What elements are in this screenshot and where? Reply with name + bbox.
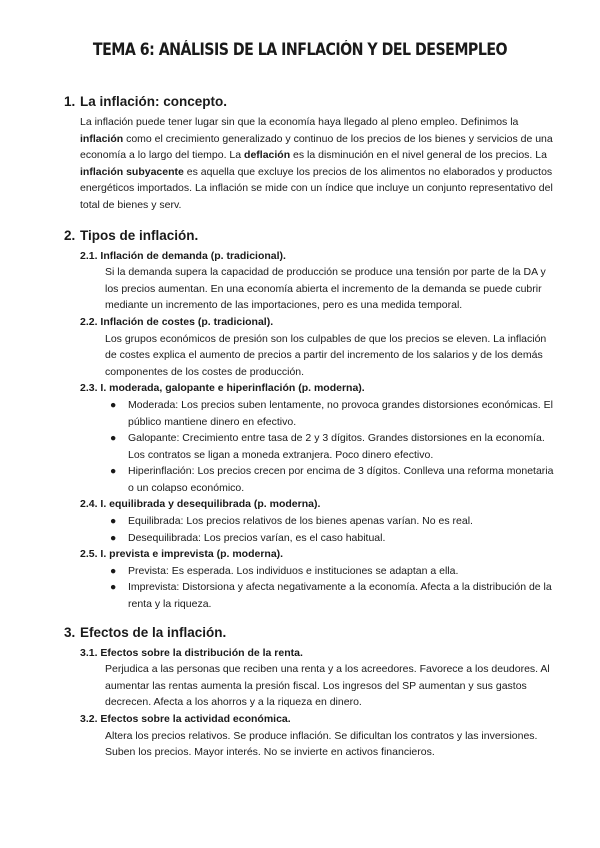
list-item [110, 530, 558, 547]
list-item-text: Prevista: Es esperada. Los individuos e instituciones se adaptan a ella. [128, 564, 459, 577]
bullet-icon: ● [110, 465, 117, 478]
subsection-3-2-text: Altera los precios relativos. Se produce inflación. Se dificultan los contratos y las inversiones. Suben los precios. Mayor interés. No se invierte en activos financieros. [105, 729, 538, 759]
section-3-heading [64, 625, 600, 645]
list-item [110, 563, 558, 580]
section-number: 1. [64, 94, 76, 109]
bullet-icon: ● [110, 564, 117, 577]
subsection-2-2-heading: 2.2. Inflación de costes (p. tradicional). [80, 315, 274, 328]
list-item-text: Equilibrada: Los precios relativos de los bienes apenas varían. No es real. [128, 515, 473, 528]
section-2-heading [64, 228, 600, 248]
bold-term-deflacion: deflación [244, 149, 291, 162]
section-1-paragraph [80, 114, 556, 214]
section-number: 3. [64, 624, 76, 640]
bullet-list [0, 513, 600, 546]
bullet-icon: ● [110, 432, 117, 445]
document-body [0, 94, 600, 761]
list-item-text: Desequilibrada: Los precios varían, es el caso habitual. [128, 531, 386, 544]
spacer [0, 214, 600, 228]
section-number: 2. [64, 227, 76, 243]
section-title: Efectos de la inflación. [80, 624, 227, 640]
list-item-text: Galopante: Crecimiento entre tasa de 2 y 3 dígitos. Grandes distorsiones en la economía. Los contratos se ligan a moneda extranjera. Poco dinero efectivo. [128, 432, 545, 461]
list-item-text: Hiperinflación: Los precios crecen por encima de 3 dígitos. Conlleva una reforma monetaria o un colapso económico. [128, 465, 554, 494]
text-run: como el crecimiento generalizado y continuo de los precios de los bienes y servicios de una economía a lo largo del tiempo. La [80, 132, 553, 162]
spacer [0, 613, 600, 625]
section-1-heading [64, 94, 600, 114]
bullet-icon: ● [110, 531, 117, 544]
subsection-3-1-text: Perjudica a las personas que reciben una renta y a los acreedores. Favorece a los deudores. Al aumentar las rentas aumenta la presión fiscal. Los ingresos del SP aumentan y sus gastos decrecen. Afecta a los ahorros y a la riqueza en dinero. [105, 663, 550, 709]
section-title: La inflación: concepto. [80, 94, 228, 109]
section-title: Tipos de inflación. [80, 227, 199, 243]
text-run: es aquella que excluye los precios de los alimentos no elaborados y productos energéticos importados. La inflación se mide con un índice que incluye un conjunto representativo del total de bienes y serv. [80, 165, 553, 211]
bold-term-inflacion: inflación [80, 132, 124, 145]
list-item-text: Moderada: Los precios suben lentamente, no provoca grandes distorsiones económicas. El público mantiene dinero en efectivo. [128, 398, 553, 428]
text-run: es la disminución en el nivel general de los precios. La [290, 149, 547, 162]
subsection-2-3-heading: 2.3. I. moderada, galopante e hiperinflación (p. moderna). [80, 382, 365, 395]
subsection-2-4-heading: 2.4. I. equilibrada y desequilibrada (p. moderna). [80, 498, 321, 511]
text-run: La inflación puede tener lugar sin que la economía haya llegado al pleno empleo. Definimos la [80, 116, 519, 128]
list-item-text: Imprevista: Distorsiona y afecta negativamente a la economía. Afecta a la distribución de la renta y la riqueza. [128, 581, 552, 611]
bullet-list [0, 397, 600, 497]
list-item [110, 513, 558, 530]
subsection-3-1-heading: 3.1. Efectos sobre la distribución de la renta. [80, 646, 303, 659]
list-item [110, 397, 558, 430]
subsection-2-2-text: Los grupos económicos de presión son los culpables de que los precios se eleven. La inflación de costes explica el aumento de precios a partir del incremento de los salarios y de los demás componentes de los costes de producción. [105, 332, 547, 378]
bullet-icon: ● [110, 398, 117, 411]
bullet-icon: ● [110, 581, 117, 594]
subsection-2-1-heading: 2.1. Inflación de demanda (p. tradicional). [80, 249, 286, 262]
list-item [110, 579, 558, 612]
bullet-icon: ● [110, 515, 117, 528]
bullet-list [0, 563, 600, 613]
list-item [110, 430, 558, 463]
list-item [110, 463, 558, 496]
subsection-2-1-text: Si la demanda supera la capacidad de producción se produce una tensión por parte de la DA y los precios aumentan. En una economía abierta el incremento de la demanda se puede cubrir mediante un incremento de las importaciones, pero es una medida temporal. [105, 266, 546, 312]
bold-term-subyacente: inflación subyacente [80, 165, 184, 178]
subsection-3-2-heading: 3.2. Efectos sobre la actividad económica. [80, 713, 291, 725]
subsection-2-5-heading: 2.5. I. prevista e imprevista (p. moderna). [80, 548, 284, 561]
document-title: TEMA 6: ANÁLISIS DE LA INFLACIÓN Y DEL DESEMPLEO [92, 40, 508, 59]
